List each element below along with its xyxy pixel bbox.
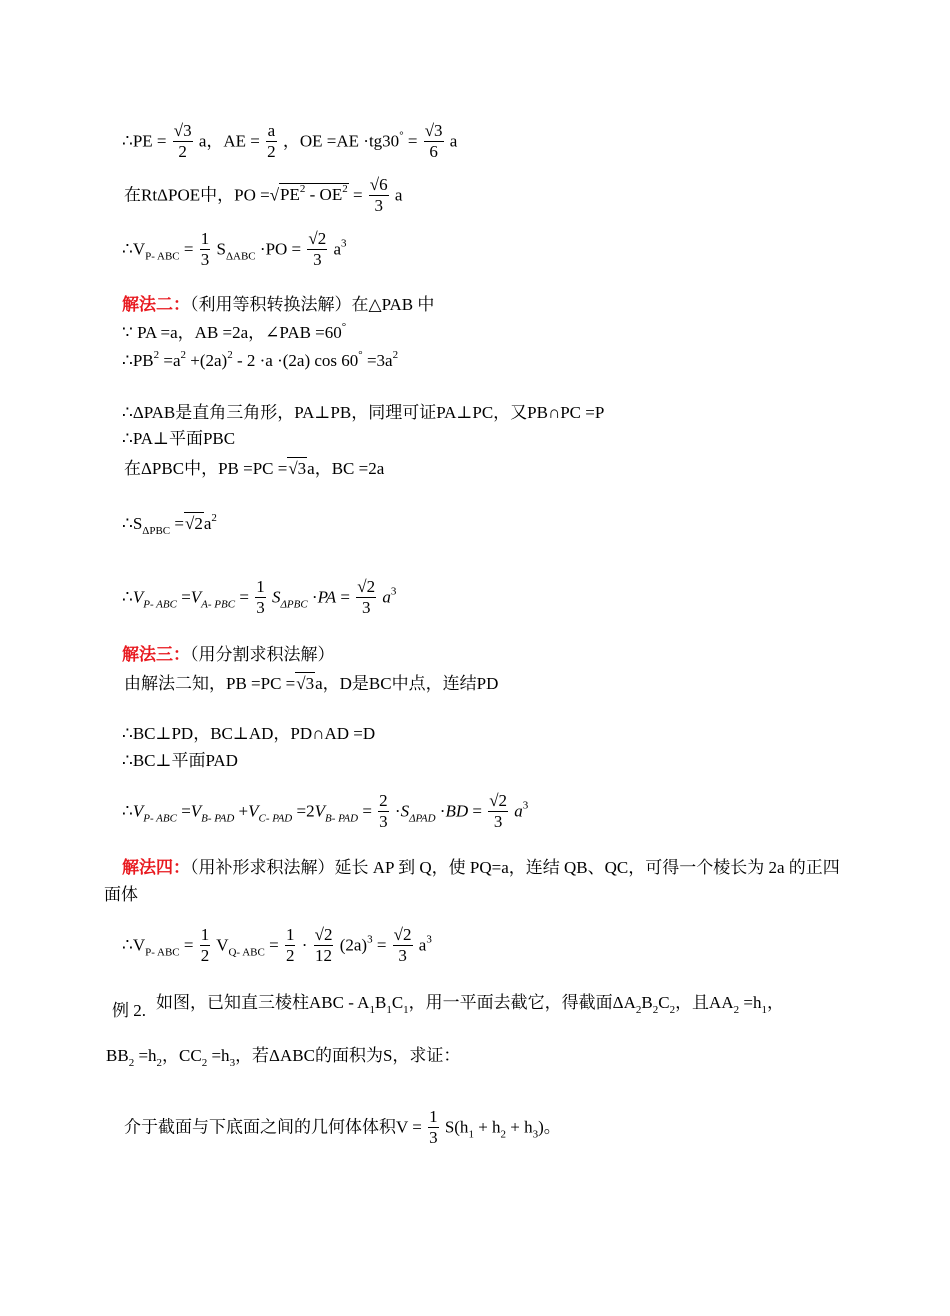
line-pb-squared: $\therefore PB^2 =a^2 +(2a)^2 - 2 \cdot a \cdot(2a)$ $\cos 60^\circ =3a^2$ [122, 349, 399, 370]
fraction-1-over-2: $\frac{1}{2}$ [200, 925, 210, 965]
line-area-pbc: $\therefore S_{\Delta PBC} =√2a^2$ [122, 512, 217, 537]
fraction-root6-over-3: $\frac{√6}{3}$ [369, 175, 388, 215]
line-volume-method2: $\therefore V_{P- ABC} =V_{A- PBC}$ = $\frac{1}{3}$ $S_{\Delta PBC} \cdot PA$ = $\frac{√2}{3}$ $a^3$ [122, 577, 397, 617]
fraction-root2-over-3: $\frac{√2}{3}$ [489, 791, 508, 831]
line-volume-method3: $\therefore V_{P- ABC} =V_{B- PAD} +V_{C- PAD} =2V_{B- PAD}$ = $\frac{2}{3}$ $\cdot S_{\Delta PAD} \cdot BD$ = $\frac{√2}{3}$ $a^3$ [122, 791, 529, 831]
fraction-root2-over-3: $\frac{√2}{3}$ [357, 577, 376, 617]
line-bc-perp: ∴BC⊥PD，BC⊥AD，PD∩AD =D [122, 724, 376, 743]
fraction-a-over-2: $\frac{a}{2}$ [267, 121, 276, 161]
line-bc-perp-pad: ∴BC⊥平面PAD [122, 751, 238, 770]
fraction-root3-over-6: $\frac{√3}{6}$ [424, 121, 443, 161]
fraction-root2-over-12: $\frac{√2}{12}$ [314, 925, 333, 965]
fraction-1-over-2: $\frac{1}{2}$ [285, 925, 295, 965]
line-pe-ae-oe: ∴PE = $\frac{√3}{2}$ a，AE = $\frac{a}{2}$ ，OE =AE ·tg30° = $\frac{√3}{6}$ a [122, 121, 458, 161]
fraction-root3-over-2: $\frac{√3}{2}$ [173, 121, 192, 161]
radicand: $PE^2 - OE^2$ [280, 183, 348, 205]
fraction-2-over-3: $\frac{2}{3}$ [379, 791, 388, 831]
fraction-1-over-3: $\frac{1}{3}$ [256, 577, 265, 617]
line-volume-method4: $\therefore V_{P- ABC}$ = $\frac{1}{2}$ $V_{Q- ABC}$ = $\frac{1}{2}$ · $\frac{√2}{12}$ $(2a)^3$ = $\frac{√2}{3}$ $a^3$ [122, 925, 432, 965]
method4-continuation: 面体 [104, 885, 138, 904]
line-pa-perp-pbc: ∴PA⊥平面PBC [122, 429, 236, 448]
line-po: 在RtΔPOE中，PO $=√PE^2 - OE^2$ = $\frac{√6}{3}$ a [124, 175, 403, 215]
fraction-root2-over-3: $\frac{√2}{3}$ [393, 925, 412, 965]
line-right-triangle: ∴ΔPAB是直角三角形，PA⊥PB，同理可证PA⊥PC，又PB∩PC =P [122, 403, 605, 422]
fraction-root2-over-3: $\frac{√2}{3}$ [308, 229, 327, 269]
example-claim: 介于截面与下底面之间的几何体体积V = $\frac{1}{3}$ $S(h_1 + h_2 + h_3)$。 [124, 1107, 561, 1147]
line-in-pbc: 在ΔPBC中，PB =PC =√3a，BC =2a [124, 459, 385, 478]
method4-heading: 解法四：（用补形求积法解）延长 AP 到 Q，使 PQ=a，连结 QB、QC，可得一个棱长为 2a 的正四 [122, 858, 840, 877]
fraction-1-over-3: $\frac{1}{3}$ [200, 229, 210, 269]
line-given-pab: ∵ PA =a，AB =2a，∠PAB =60° [122, 321, 347, 342]
fraction-1-over-3: $\frac{1}{3}$ [429, 1107, 438, 1147]
line-volume-method1: $\therefore V_{P- ABC}$ = $\frac{1}{3}$ $S_{\Delta ABC} \cdot PO$ = $\frac{√2}{3}$ $a^3$ [122, 229, 347, 269]
example-label: 例 2. [112, 1001, 146, 1020]
example-statement-line1: 如图，已知直三棱柱ABC - $A_1B_1C_1$，用一平面去截它，得截面$\Delta A_2B_2C_2$，且$AA_2 =h_1$， [156, 993, 784, 1016]
method3-heading: 解法三：（用分割求积法解） [122, 645, 335, 664]
example-statement-line2: $BB_2 =h_2$，$CC_2 =h_3$，若ΔABC的面积为S，求证： [106, 1046, 461, 1069]
line-from-method2: 由解法二知，PB =PC =√3a，D是BC中点，连结PD [124, 674, 499, 693]
method2-heading: 解法二：（利用等积转换法解）在△PAB 中 [122, 295, 435, 314]
